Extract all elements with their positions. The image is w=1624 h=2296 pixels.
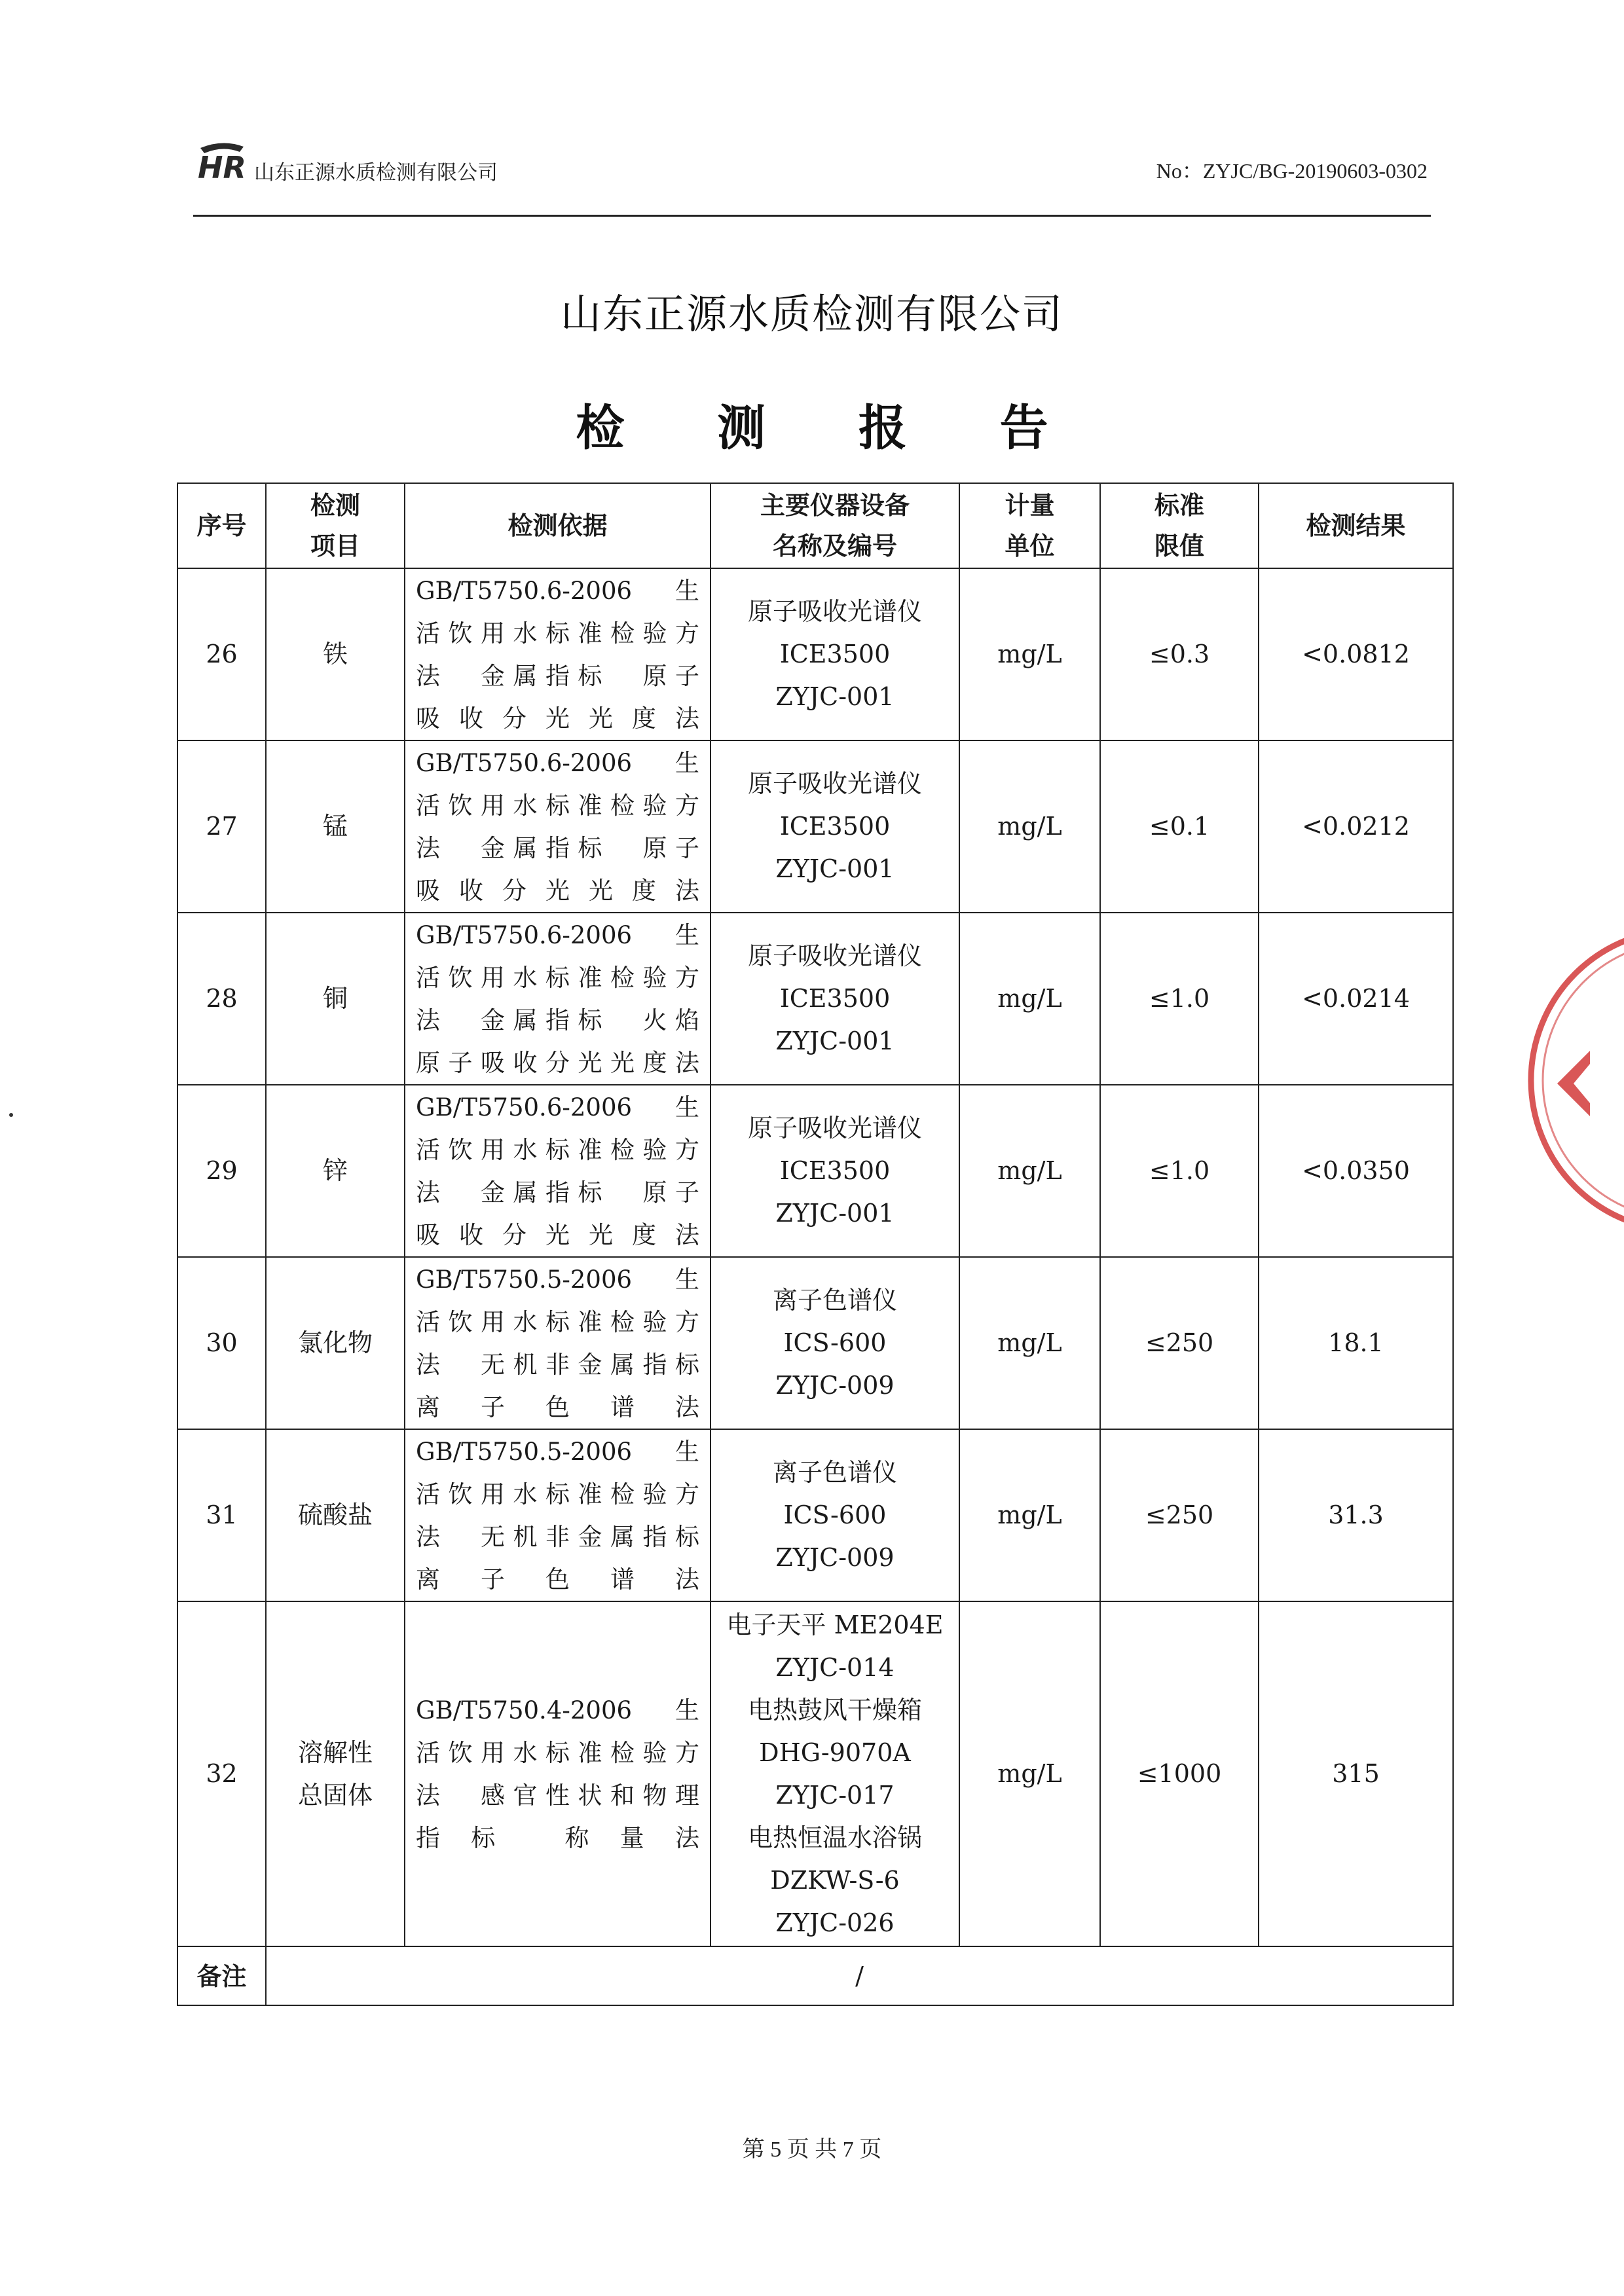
cell-basis-line: 法 无机非金属指标 [416, 1350, 699, 1379]
cell-basis-line: GB/T5750.5-2006 生 [416, 1265, 699, 1294]
cell-basis-line: GB/T5750.6-2006 生 [416, 576, 699, 605]
header-unit-line: 计量 [1005, 491, 1055, 520]
cell-basis-line: 法 金属指标 原子 [416, 1178, 699, 1207]
header-unit-line: 单位 [1005, 532, 1055, 560]
cell-item-line: 铁 [322, 640, 348, 668]
cell-seq: 26 [177, 568, 266, 740]
table-row [177, 1257, 1453, 1429]
remark-row [177, 1946, 1453, 2005]
cell-equipment [710, 1257, 959, 1429]
header-limit [1100, 483, 1259, 568]
cell-basis-line: 吸收分光光度法 [416, 704, 699, 733]
header-unit [959, 483, 1100, 568]
cell-basis-line: 法 无机非金属指标 [416, 1522, 699, 1551]
cell-item-line: 氯化物 [297, 1328, 373, 1357]
official-seal-icon [1518, 920, 1624, 1241]
cell-basis-line: 活饮用水标准检验方 [416, 791, 699, 820]
results-table [177, 483, 1454, 2006]
remark-value: / [266, 1946, 1453, 2005]
svg-text:HR: HR [198, 150, 246, 181]
cell-equipment-line: ZYJC-009 [775, 1543, 895, 1572]
cell-item [266, 1257, 405, 1429]
cell-basis-line: 活饮用水标准检验方 [416, 963, 699, 992]
cell-equipment [710, 913, 959, 1085]
cell-equipment-line: 电子天平 ME204E [726, 1610, 944, 1639]
cell-basis-line: 指标 称量法 [416, 1823, 699, 1852]
cell-basis-line: 法 感官性状和物理 [416, 1781, 699, 1810]
table-row [177, 913, 1453, 1085]
cell-seq: 29 [177, 1085, 266, 1257]
company-title: 山东正源水质检测有限公司 [560, 290, 1063, 338]
cell-result: 315 [1259, 1601, 1453, 1946]
cell-basis [405, 1429, 710, 1601]
remark-label: 备注 [177, 1946, 266, 2005]
cell-item [266, 1601, 405, 1946]
cell-result: 31.3 [1259, 1429, 1453, 1601]
header-result: 检测结果 [1259, 483, 1453, 568]
cell-basis [405, 740, 710, 913]
scan-speck [9, 1113, 13, 1117]
cell-equipment-line: ICS-600 [783, 1501, 887, 1529]
cell-basis-line: 法 金属指标 火焰 [416, 1006, 699, 1034]
cell-basis-line: 活饮用水标准检验方 [416, 1480, 699, 1508]
cell-equipment [710, 1601, 959, 1946]
cell-unit: mg/L [959, 740, 1100, 913]
cell-result: 18.1 [1259, 1257, 1453, 1429]
cell-item [266, 913, 405, 1085]
cell-equipment-line: ICS-600 [783, 1328, 887, 1357]
cell-seq: 32 [177, 1601, 266, 1946]
cell-limit: ≤1000 [1100, 1601, 1259, 1946]
cell-equipment-line: ZYJC-009 [775, 1371, 895, 1400]
cell-equipment-line: ICE3500 [779, 640, 891, 668]
header-item-line: 项目 [310, 532, 360, 560]
cell-basis-line: 活饮用水标准检验方 [416, 1135, 699, 1164]
cell-equipment-line: ICE3500 [779, 1156, 891, 1185]
cell-unit: mg/L [959, 1085, 1100, 1257]
cell-item-line: 锰 [322, 812, 348, 841]
cell-limit: ≤250 [1100, 1257, 1259, 1429]
company-logo-icon [196, 139, 248, 181]
cell-equipment-line: 电热鼓风干燥箱 [747, 1695, 922, 1724]
cell-basis [405, 1257, 710, 1429]
cell-basis-line: 离子色谱法 [416, 1393, 699, 1421]
cell-unit: mg/L [959, 1601, 1100, 1946]
cell-item [266, 1085, 405, 1257]
header-item-line: 检测 [310, 491, 360, 520]
report-number: No：ZYJC/BG-20190603-0302 [1156, 159, 1428, 183]
cell-equipment-line: 原子吸收光谱仪 [747, 1114, 922, 1142]
cell-unit: mg/L [959, 1429, 1100, 1601]
cell-equipment-line: ZYJC-001 [775, 1027, 895, 1055]
cell-result: <0.0350 [1259, 1085, 1453, 1257]
cell-basis-line: GB/T5750.5-2006 生 [416, 1437, 699, 1466]
cell-equipment-line: ZYJC-017 [775, 1780, 895, 1810]
cell-basis [405, 913, 710, 1085]
cell-equipment-line: ZYJC-001 [775, 854, 895, 883]
cell-equipment [710, 740, 959, 913]
cell-equipment-line: 离子色谱仪 [772, 1286, 897, 1315]
cell-basis-line: GB/T5750.6-2006 生 [416, 920, 699, 949]
cell-basis-line: 法 金属指标 原子 [416, 833, 699, 862]
cell-item-line: 铜 [322, 984, 348, 1013]
cell-equipment-line: ZYJC-026 [775, 1908, 895, 1937]
cell-unit: mg/L [959, 1257, 1100, 1429]
cell-equipment-line: 电热恒温水浴锅 [747, 1823, 922, 1852]
table-row [177, 740, 1453, 913]
table-header-row [177, 483, 1453, 568]
cell-equipment-line: ICE3500 [779, 984, 891, 1013]
cell-unit: mg/L [959, 913, 1100, 1085]
cell-basis [405, 1085, 710, 1257]
header-equipment-line: 主要仪器设备 [760, 491, 910, 520]
cell-equipment [710, 1085, 959, 1257]
table-row [177, 568, 1453, 740]
report-title: 检 测 报 告 [576, 400, 1086, 456]
cell-equipment-line: 原子吸收光谱仪 [747, 941, 922, 970]
cell-equipment-line: 原子吸收光谱仪 [747, 597, 922, 626]
cell-item [266, 1429, 405, 1601]
cell-basis-line: 吸收分光光度法 [416, 1220, 699, 1249]
header-equipment [710, 483, 959, 568]
cell-item-line: 硫酸盐 [297, 1501, 373, 1529]
header-limit-line: 限值 [1154, 532, 1204, 560]
cell-basis-line: 离子色谱法 [416, 1565, 699, 1594]
cell-basis [405, 1601, 710, 1946]
page-number: 第 5 页 共 7 页 [742, 2138, 882, 2162]
cell-basis-line: 原子吸收分光光度法 [416, 1048, 699, 1077]
cell-result: <0.0214 [1259, 913, 1453, 1085]
cell-seq: 28 [177, 913, 266, 1085]
table-row [177, 1601, 1453, 1946]
header-divider [193, 215, 1431, 217]
cell-equipment-line: DHG-9070A [759, 1738, 911, 1767]
cell-item [266, 740, 405, 913]
cell-equipment-line: 原子吸收光谱仪 [747, 769, 922, 798]
cell-equipment-line: 离子色谱仪 [772, 1458, 897, 1487]
cell-limit: ≤1.0 [1100, 1085, 1259, 1257]
table-row [177, 1085, 1453, 1257]
cell-equipment-line: ICE3500 [779, 812, 891, 841]
cell-seq: 27 [177, 740, 266, 913]
cell-equipment-line: ZYJC-001 [775, 1199, 895, 1228]
cell-basis-line: 活饮用水标准检验方 [416, 1738, 699, 1767]
cell-result: <0.0212 [1259, 740, 1453, 913]
cell-item [266, 568, 405, 740]
cell-limit: ≤250 [1100, 1429, 1259, 1601]
cell-item-line: 溶解性 [297, 1738, 373, 1767]
cell-basis-line: 活饮用水标准检验方 [416, 1307, 699, 1336]
table-row [177, 1429, 1453, 1601]
cell-basis-line: GB/T5750.6-2006 生 [416, 748, 699, 777]
header-basis: 检测依据 [405, 483, 710, 568]
cell-limit: ≤1.0 [1100, 913, 1259, 1085]
cell-result: <0.0812 [1259, 568, 1453, 740]
cell-equipment-line: ZYJC-001 [775, 682, 895, 711]
header-equipment-line: 名称及编号 [772, 532, 897, 560]
cell-basis-line: 法 金属指标 原子 [416, 661, 699, 690]
header-company-name: 山东正源水质检测有限公司 [254, 161, 498, 185]
cell-basis-line: GB/T5750.4-2006 生 [416, 1696, 699, 1724]
cell-limit: ≤0.3 [1100, 568, 1259, 740]
cell-equipment [710, 568, 959, 740]
header-seq: 序号 [177, 483, 266, 568]
cell-item-line: 锌 [322, 1156, 348, 1185]
cell-seq: 30 [177, 1257, 266, 1429]
cell-seq: 31 [177, 1429, 266, 1601]
cell-basis [405, 568, 710, 740]
cell-limit: ≤0.1 [1100, 740, 1259, 913]
cell-unit: mg/L [959, 568, 1100, 740]
cell-equipment [710, 1429, 959, 1601]
cell-basis-line: GB/T5750.6-2006 生 [416, 1093, 699, 1121]
cell-basis-line: 活饮用水标准检验方 [416, 619, 699, 647]
cell-equipment-line: DZKW-S-6 [770, 1865, 900, 1895]
cell-item-line: 总固体 [297, 1780, 373, 1810]
header-limit-line: 标准 [1154, 491, 1204, 520]
cell-basis-line: 吸收分光光度法 [416, 876, 699, 905]
cell-equipment-line: ZYJC-014 [775, 1652, 895, 1682]
header-item [266, 483, 405, 568]
